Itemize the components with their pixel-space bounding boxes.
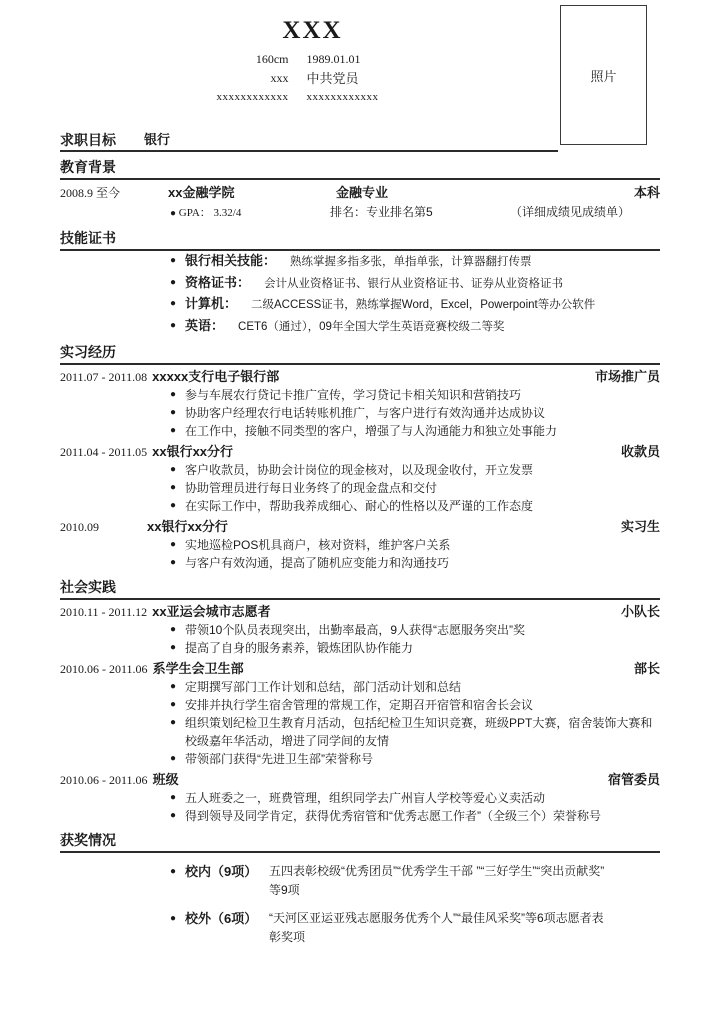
list-item: ● 得到领导及同学肯定，获得优秀宿管和“优秀志愿工作者”（全级三个）荣誉称号 xyxy=(170,807,660,825)
list-item xyxy=(170,294,660,316)
internship-entry xyxy=(60,515,660,572)
entry-role: 市场推广员 xyxy=(594,369,660,384)
list-item: ● 参与车展农行贷记卡推广宣传，学习贷记卡相关知识和营销技巧 xyxy=(170,386,660,404)
list-item: ● 提高了自身的服务素养，锻炼团队协作能力 xyxy=(170,639,660,657)
skill-label: ● 计算机： xyxy=(185,296,238,311)
list-item xyxy=(170,316,660,338)
entry-org: xx银行xx分行 xyxy=(147,519,228,534)
entry-date: 2011.04 - 2011.05 xyxy=(60,445,148,459)
photo-placeholder-box xyxy=(560,5,647,145)
entry-date: 2011.07 - 2011.08 xyxy=(60,370,148,384)
list-item xyxy=(170,251,660,273)
social-entry xyxy=(60,657,660,768)
list-item: ● 在实际工作中，帮助我养成细心、耐心的性格以及严谨的工作态度 xyxy=(170,497,660,515)
list-item: ● 客户收款员，协助会计岗位的现金核对，以及现金收付，开立发票 xyxy=(170,461,660,479)
info-height: 160cm xyxy=(255,52,289,66)
award-text: 五四表彰校级“优秀团员”“优秀学生干部 ”“三好学生”“突出贡献奖”等9项 xyxy=(269,864,605,897)
list-item: ● 带领10个队员表现突出，出勤率最高，9人获得“志愿服务突出”奖 xyxy=(170,621,660,639)
list-item: ● 组织策划纪检卫生教育月活动，包括纪检卫生知识竞赛，班级PPT大赛，宿舍装饰大赛和校级嘉年华活动，增进了同学间的友情 xyxy=(170,714,660,750)
list-item: ● 实地巡检POS机具商户，核对资料，维护客户关系 xyxy=(170,536,660,554)
skill-text: 熟练掌握多指多张，单指单张，计算器翻打传票 xyxy=(290,256,532,268)
award-text: “天河区亚运亚残志愿服务优秀个人”“最佳风采奖”等6项志愿者表彰奖项 xyxy=(269,911,604,944)
entry-date: 2010.06 - 2011.06 xyxy=(60,773,148,787)
section-heading-awards: 获奖情况 xyxy=(60,825,660,853)
awards-list xyxy=(60,862,660,947)
social-entry xyxy=(60,600,660,657)
skill-text: 会计从业资格证书、银行从业资格证书、证券从业资格证书 xyxy=(264,277,564,290)
award-label: ● 校内（9项） xyxy=(185,864,258,879)
education-note: （详细成绩见成绩单） xyxy=(510,205,631,219)
skills-list xyxy=(60,251,660,337)
info-row xyxy=(60,50,565,69)
info-birthdate: 1989.01.01 xyxy=(306,52,361,66)
education-major: 金融专业 xyxy=(336,185,389,200)
page-title: XXX xyxy=(282,17,343,44)
info-origin: xxx xyxy=(270,71,289,85)
entry-org: 班级 xyxy=(152,772,179,787)
entry-date: 2010.06 - 2011.06 xyxy=(60,662,148,676)
info-political-status: 中共党员 xyxy=(306,71,359,86)
entry-bullets xyxy=(60,461,660,515)
info-email: xxxxxxxxxxxx xyxy=(306,91,379,103)
section-heading-education: 教育背景 xyxy=(60,152,660,180)
entry-org: xx亚运会城市志愿者 xyxy=(152,604,271,619)
list-item xyxy=(170,909,660,947)
entry-org: xx银行xx分行 xyxy=(152,444,234,459)
education-date: 2008.9 至今 xyxy=(60,186,121,200)
entry-bullets xyxy=(60,621,660,657)
entry-role: 实习生 xyxy=(620,519,660,534)
section-heading-skills: 技能证书 xyxy=(60,223,660,251)
list-item: ● 协助管理员进行每日业务终了的现金盘点和交付 xyxy=(170,479,660,497)
education-detail-row xyxy=(60,203,660,223)
list-item xyxy=(170,862,660,900)
info-row xyxy=(60,69,565,88)
entry-role: 小队长 xyxy=(620,604,660,619)
entry-date: 2010.09 xyxy=(60,520,99,534)
entry-bullets xyxy=(60,536,660,572)
entry-bullets xyxy=(60,678,660,768)
entry-role: 宿管委员 xyxy=(607,772,660,787)
entry-head xyxy=(60,515,660,536)
list-item: ● 定期撰写部门工作计划和总结，部门活动计划和总结 xyxy=(170,678,660,696)
entry-bullets xyxy=(60,386,660,440)
entry-org: xxxxx支行电子银行部 xyxy=(152,369,280,384)
skill-label: ● 英语： xyxy=(185,317,225,333)
entry-head xyxy=(60,365,660,386)
skill-label: ● 资格证书： xyxy=(185,274,251,290)
entry-org: 系学生会卫生部 xyxy=(152,661,244,676)
entry-bullets xyxy=(60,789,660,825)
education-entry xyxy=(60,180,660,223)
education-gpa-value: GPA： 3.32/4 xyxy=(178,207,242,219)
skill-text: 二级ACCESS证书，熟练掌握Word，Excel，Powerpoint等办公软件 xyxy=(251,299,596,311)
education-school: xx金融学院 xyxy=(168,185,235,200)
skill-label: ● 银行相关技能： xyxy=(185,253,277,268)
section-heading-social-practice: 社会实践 xyxy=(60,572,660,600)
entry-head xyxy=(60,600,660,621)
entry-head xyxy=(60,768,660,789)
list-item: ● 五人班委之一，班费管理，组织同学去广州盲人学校等爱心义卖活动 xyxy=(170,789,660,807)
internship-entry xyxy=(60,365,660,440)
section-heading-internship: 实习经历 xyxy=(60,337,660,365)
education-rank: 排名：专业排名第5 xyxy=(330,205,433,219)
info-phone: xxxxxxxxxxxx xyxy=(216,91,289,103)
list-item xyxy=(170,273,660,295)
resume-header xyxy=(60,0,660,128)
education-gpa xyxy=(170,204,330,223)
list-item: ● 安排并执行学生宿舍管理的常规工作，定期召开宿管和宿舍长会议 xyxy=(170,696,660,714)
info-row xyxy=(60,88,565,107)
job-objective-row xyxy=(60,128,558,152)
bullet-icon: ● xyxy=(170,208,177,219)
entry-role: 收款员 xyxy=(620,444,660,459)
photo-placeholder-label: 照片 xyxy=(590,68,617,84)
education-entry-head xyxy=(60,180,660,203)
job-objective-label: 求职目标 xyxy=(60,132,116,148)
skill-text: CET6（通过），09年全国大学生英语竞赛校级二等奖 xyxy=(238,320,505,333)
list-item: ● 与客户有效沟通，提高了随机应变能力和沟通技巧 xyxy=(170,554,660,572)
entry-head xyxy=(60,440,660,461)
entry-head xyxy=(60,657,660,678)
list-item: ● 协助客户经理农行电话转账机推广，与客户进行有效沟通并达成协议 xyxy=(170,404,660,422)
list-item: ● 在工作中，接触不同类型的客户，增强了与人沟通能力和独立处事能力 xyxy=(170,422,660,440)
education-degree: 本科 xyxy=(633,185,660,200)
entry-date: 2010.11 - 2011.12 xyxy=(60,605,148,619)
social-entry xyxy=(60,768,660,825)
list-item: ● 带领部门获得“先进卫生部”荣誉称号 xyxy=(170,750,660,768)
job-objective-value: 银行 xyxy=(144,132,171,147)
award-label: ● 校外（6项） xyxy=(185,911,258,926)
internship-entry xyxy=(60,440,660,515)
entry-role: 部长 xyxy=(633,661,660,676)
